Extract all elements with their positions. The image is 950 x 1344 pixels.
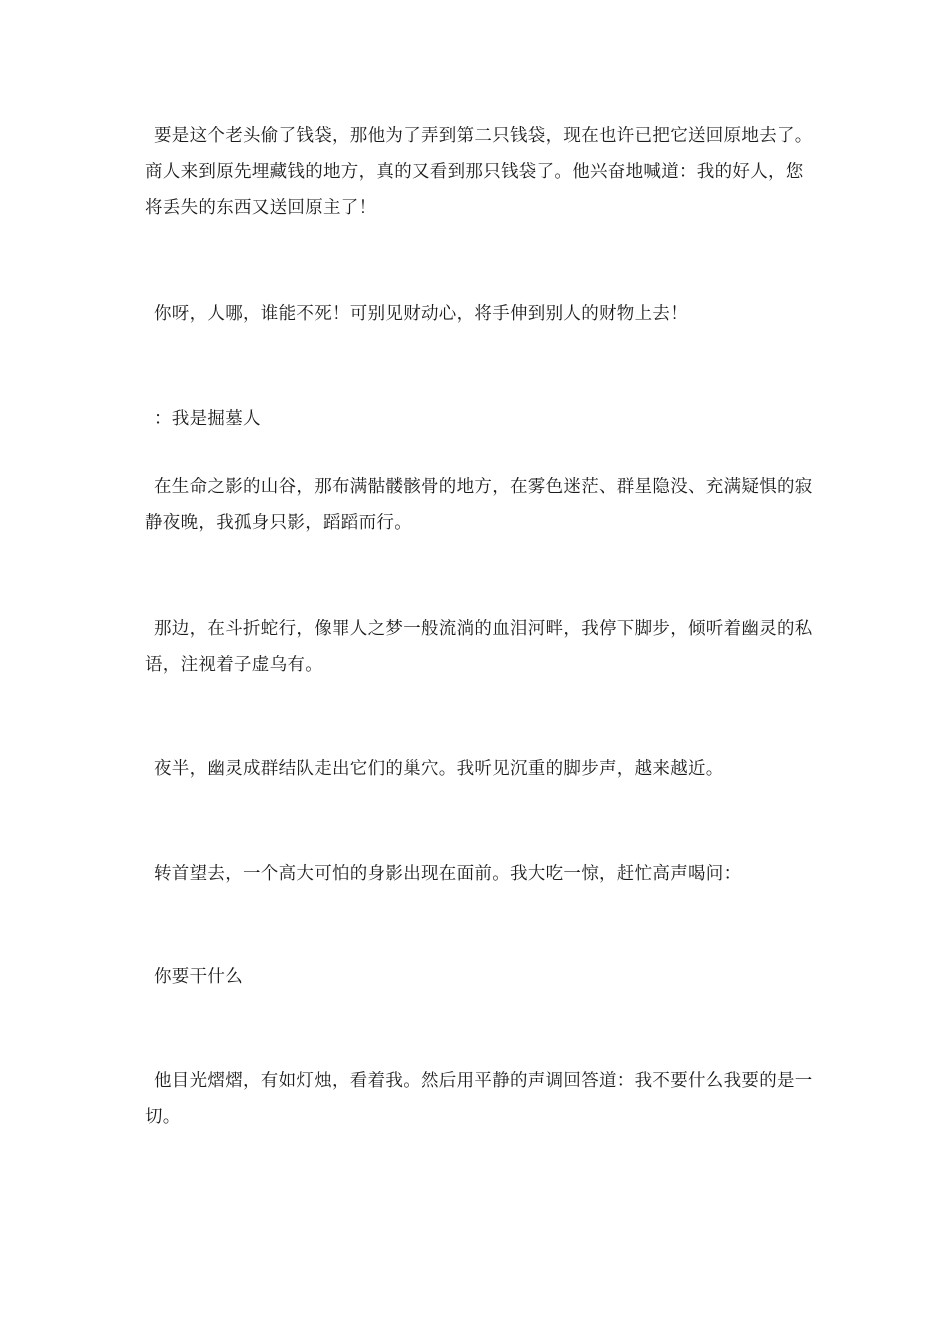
paragraph-text: ：我是掘墓人 — [154, 409, 261, 429]
paragraph-text: 要是这个老头偷了钱袋，那他为了弄到第二只钱袋，现在也许已把它送回原地去了。商人来到原先埋藏钱的地方，真的又看到那只钱袋了。他兴奋地喊道：我的好人，您将丢失的东西又送回原主了！ — [145, 126, 813, 218]
paragraph-2 — [145, 296, 815, 332]
paragraph-text: 夜半，幽灵成群结队走出它们的巢穴。我听见沉重的脚步声，越来越近。 — [154, 759, 724, 779]
paragraph-8 — [145, 959, 815, 995]
paragraph-text: 转首望去，一个高大可怕的身影出现在面前。我大吃一惊，赶忙高声喝问： — [154, 864, 742, 884]
paragraph-9 — [145, 1063, 815, 1135]
paragraph-text: 在生命之影的山谷，那布满骷髅骸骨的地方，在雾色迷茫、群星隐没、充满疑惧的寂静夜晚，我孤身只影，蹈蹈而行。 — [145, 477, 813, 533]
paragraph-1 — [145, 118, 815, 226]
paragraph-6 — [145, 751, 815, 787]
paragraph-7 — [145, 856, 815, 892]
paragraph-3 — [145, 401, 815, 437]
paragraph-text: 他目光熠熠，有如灯烛，看着我。然后用平静的声调回答道：我不要什么我要的是一切。 — [145, 1071, 813, 1127]
paragraph-text: 你呀，人哪，谁能不死！可别见财动心，将手伸到别人的财物上去！ — [154, 304, 688, 324]
paragraph-text: 你要干什么 — [154, 967, 243, 987]
paragraph-text: 那边，在斗折蛇行，像罪人之梦一般流淌的血泪河畔，我停下脚步，倾听着幽灵的私语，注视着子虚乌有。 — [145, 619, 813, 675]
paragraph-4 — [145, 469, 815, 541]
paragraph-5 — [145, 611, 815, 683]
